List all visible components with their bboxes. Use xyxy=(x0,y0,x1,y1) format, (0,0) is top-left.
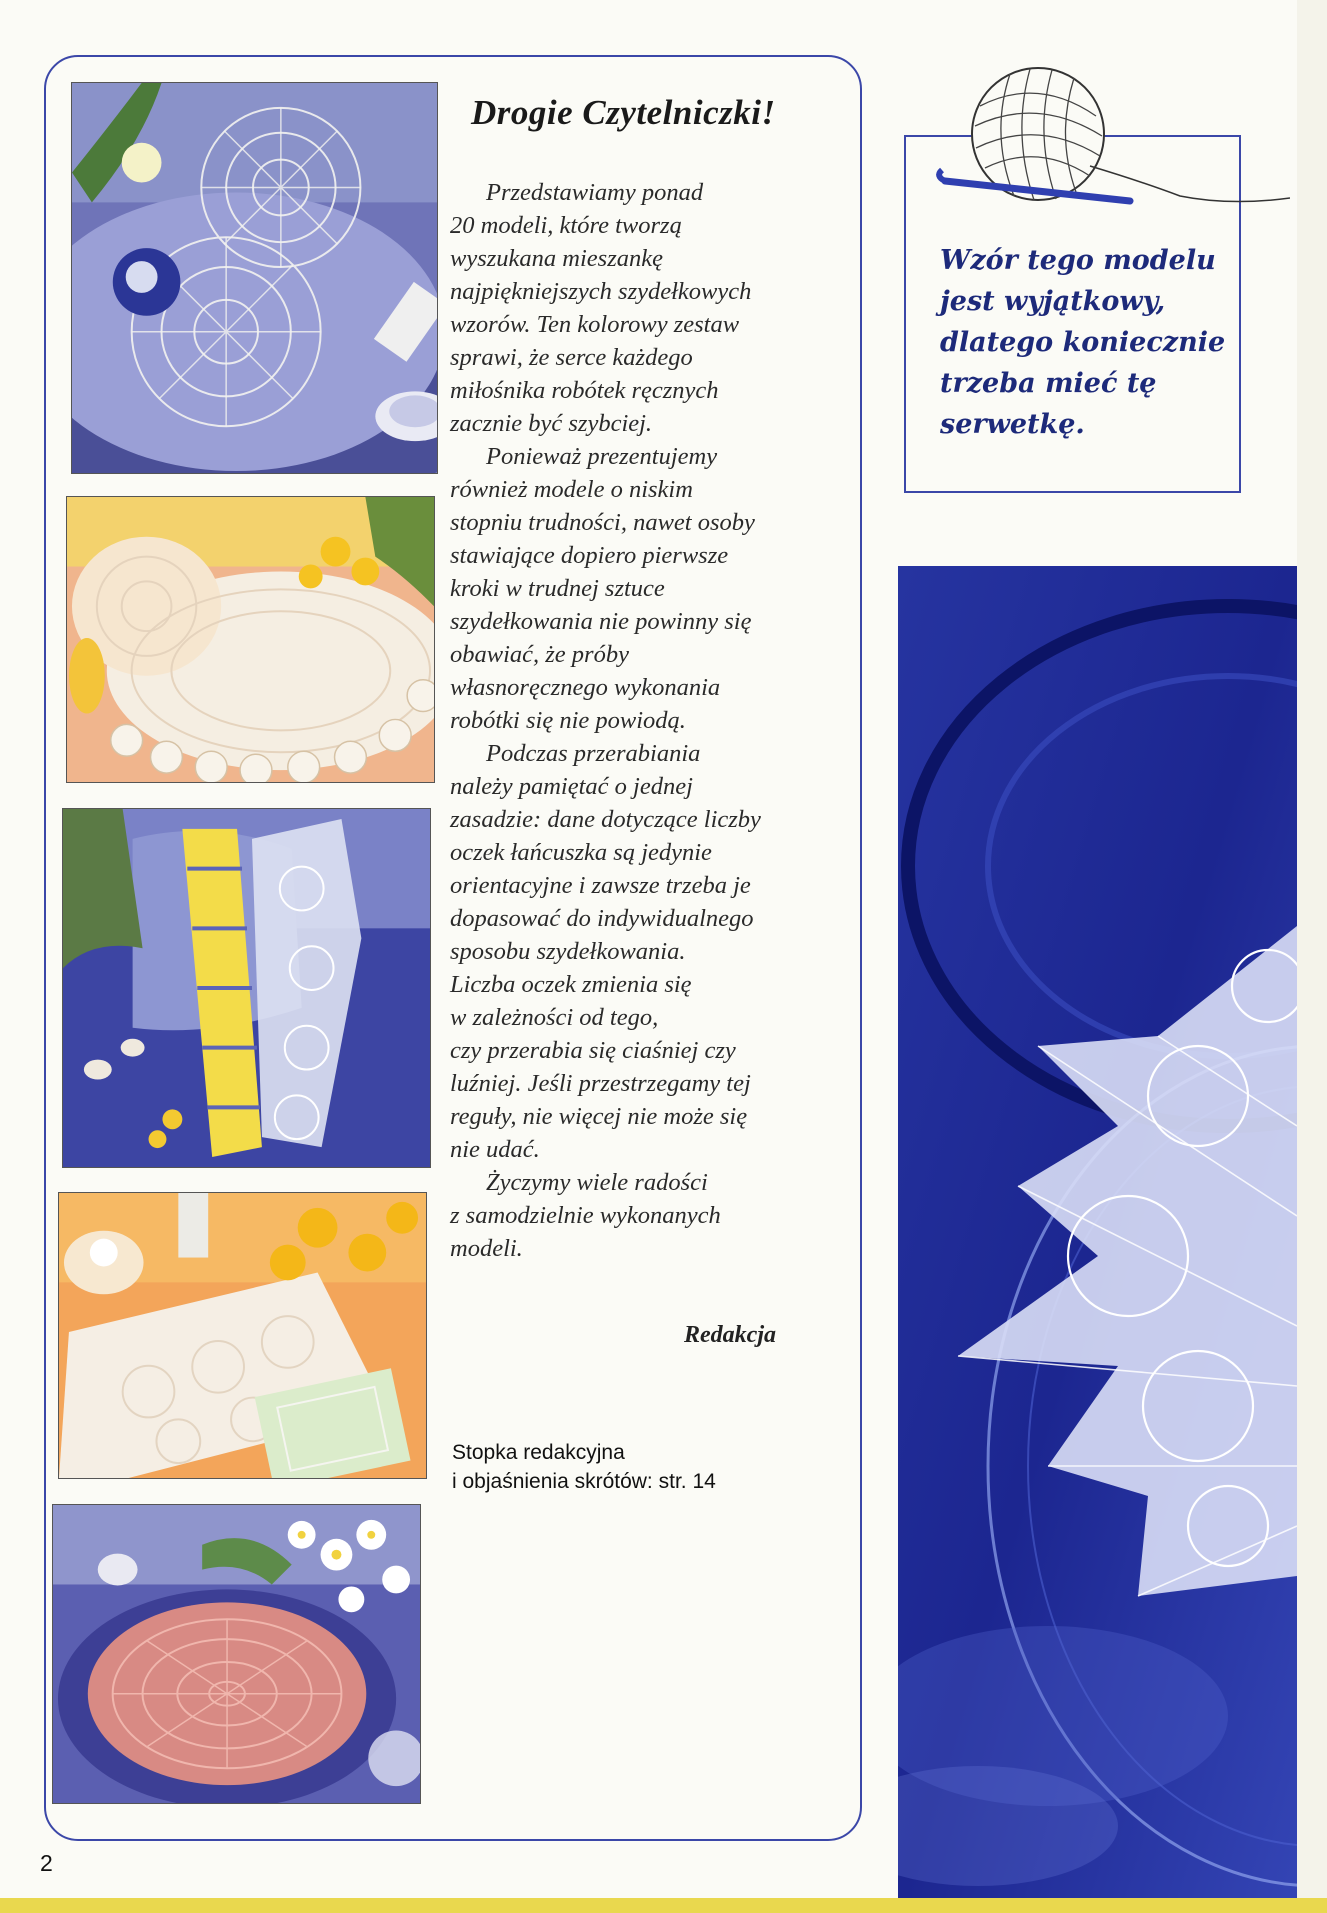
callout-line: Wzór tego modelu xyxy=(940,245,1216,276)
imprint-note xyxy=(452,1438,716,1496)
editorial-line: reguły, nie więcej nie może się xyxy=(450,1103,748,1130)
editorial-line: szydełkowania nie powinny się xyxy=(450,608,752,635)
editorial-line: Liczba oczek zmienia się xyxy=(450,971,692,998)
imprint-note-line: i objaśnienia skrótów: str. 14 xyxy=(452,1470,716,1493)
photo-oval-doily-tulips xyxy=(66,496,435,783)
editorial-line: robótki się nie powiodą. xyxy=(450,707,686,734)
editorial-line: kroki w trudnej sztuce xyxy=(450,575,665,602)
page-bottom-edge xyxy=(0,1898,1327,1913)
editorial-line: Przedstawiamy ponad xyxy=(486,179,704,206)
editorial-line: wyszukana mieszankę xyxy=(450,245,663,272)
editorial-line: Podczas przerabiania xyxy=(486,740,701,767)
editorial-line: obawiać, że próby xyxy=(450,641,629,668)
editorial-line: również modele o niskim xyxy=(450,476,693,503)
editorial-line: nie udać. xyxy=(450,1136,540,1163)
photo-doily-on-cobalt-plate xyxy=(898,566,1297,1913)
photo-pink-round-doily xyxy=(52,1504,421,1804)
editorial-line: najpiękniejszych szydełkowych xyxy=(450,278,752,305)
editorial-line: zasadzie: dane dotyczące liczby xyxy=(450,806,761,833)
page-edge xyxy=(1297,0,1327,1913)
editorial-line: oczek łańcuszka są jedynie xyxy=(450,839,712,866)
editorial-line: 20 modeli, które tworzą xyxy=(450,212,682,239)
callout-line: dlatego koniecznie xyxy=(940,327,1226,358)
page-number: 2 xyxy=(40,1850,53,1876)
editorial-line: zacznie być szybciej. xyxy=(450,410,653,437)
photo-lace-borders xyxy=(62,808,431,1168)
editorial-line: wzorów. Ten kolorowy zestaw xyxy=(450,311,740,338)
editorial-line: miłośnika robótek ręcznych xyxy=(450,377,719,404)
callout-line: jest wyjątkowy, xyxy=(940,286,1166,317)
callout-line: serwetkę. xyxy=(940,409,1085,440)
editorial-line: stopniu trudności, nawet osoby xyxy=(450,509,755,536)
editorial-signature: Redakcja xyxy=(684,1322,776,1348)
editorial-line: dopasować do indywidualnego xyxy=(450,905,754,932)
editorial-line: stawiające dopiero pierwsze xyxy=(450,542,729,569)
editorial-line: orientacyjne i zawsze trzeba je xyxy=(450,872,751,899)
editorial-line: sprawi, że serce każdego xyxy=(450,344,693,371)
photo-doilies-round-table xyxy=(71,82,438,474)
editorial-line: luźniej. Jeśli przestrzegamy tej xyxy=(450,1070,751,1097)
editorial-line: w zależności od tego, xyxy=(450,1004,659,1031)
callout-line: trzeba mieć tę xyxy=(940,368,1157,399)
photo-square-doilies xyxy=(58,1192,427,1479)
callout-text xyxy=(940,240,1240,445)
imprint-note-line: Stopka redakcyjna xyxy=(452,1441,625,1464)
editorial-line: modeli. xyxy=(450,1235,523,1262)
editorial-line: należy pamiętać o jednej xyxy=(450,773,693,800)
editorial-body xyxy=(450,176,830,1265)
editorial-line: Ponieważ prezentujemy xyxy=(486,443,718,470)
editorial-line: Życzymy wiele radości xyxy=(486,1169,708,1196)
editorial-line: sposobu szydełkowania. xyxy=(450,938,686,965)
editorial-line: z samodzielnie wykonanych xyxy=(450,1202,721,1229)
editorial-title: Drogie Czytelniczki! xyxy=(471,93,776,132)
editorial-line: czy przerabia się ciaśniej czy xyxy=(450,1037,736,1064)
yarn-ball-crochet-hook-icon xyxy=(930,56,1290,216)
editorial-line: własnoręcznego wykonania xyxy=(450,674,721,701)
